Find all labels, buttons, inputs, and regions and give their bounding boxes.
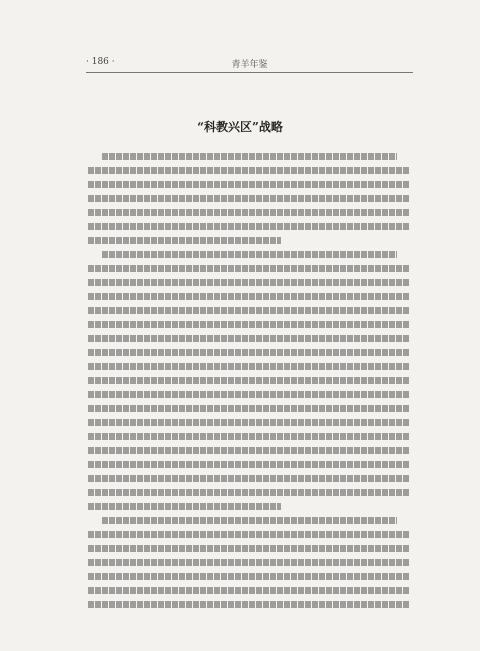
text-line	[88, 181, 410, 188]
paragraph	[88, 251, 410, 510]
text-line	[88, 461, 410, 468]
text-line	[88, 531, 410, 538]
text-line	[88, 475, 410, 482]
text-line	[88, 433, 410, 440]
text-line	[88, 237, 281, 244]
text-line	[88, 377, 410, 384]
text-line	[102, 251, 397, 258]
text-line	[88, 265, 410, 272]
text-line	[88, 335, 410, 342]
text-line	[88, 293, 410, 300]
text-line	[88, 601, 410, 608]
text-line	[88, 405, 410, 412]
page-header	[86, 57, 413, 73]
text-line	[88, 195, 410, 202]
paragraph	[88, 153, 410, 244]
text-line	[88, 209, 410, 216]
text-line	[88, 419, 410, 426]
text-line	[102, 153, 397, 160]
text-line	[88, 489, 410, 496]
text-line	[88, 391, 410, 398]
text-line	[88, 363, 410, 370]
section-title: “科教兴区”战略	[197, 120, 283, 134]
text-line	[88, 349, 410, 356]
text-line	[88, 307, 410, 314]
text-line	[88, 447, 410, 454]
text-line	[88, 545, 410, 552]
text-line	[88, 573, 410, 580]
running-title: 青羊年鉴	[231, 60, 268, 70]
paragraph	[88, 517, 410, 608]
header-rule	[86, 72, 413, 73]
body-text	[88, 153, 410, 615]
text-line	[88, 587, 410, 594]
text-line	[88, 279, 410, 286]
text-line	[102, 517, 397, 524]
text-line	[88, 321, 410, 328]
text-line	[88, 559, 410, 566]
text-line	[88, 223, 410, 230]
page-number: · 186 ·	[86, 57, 115, 67]
text-line	[88, 503, 281, 510]
text-line	[88, 167, 410, 174]
